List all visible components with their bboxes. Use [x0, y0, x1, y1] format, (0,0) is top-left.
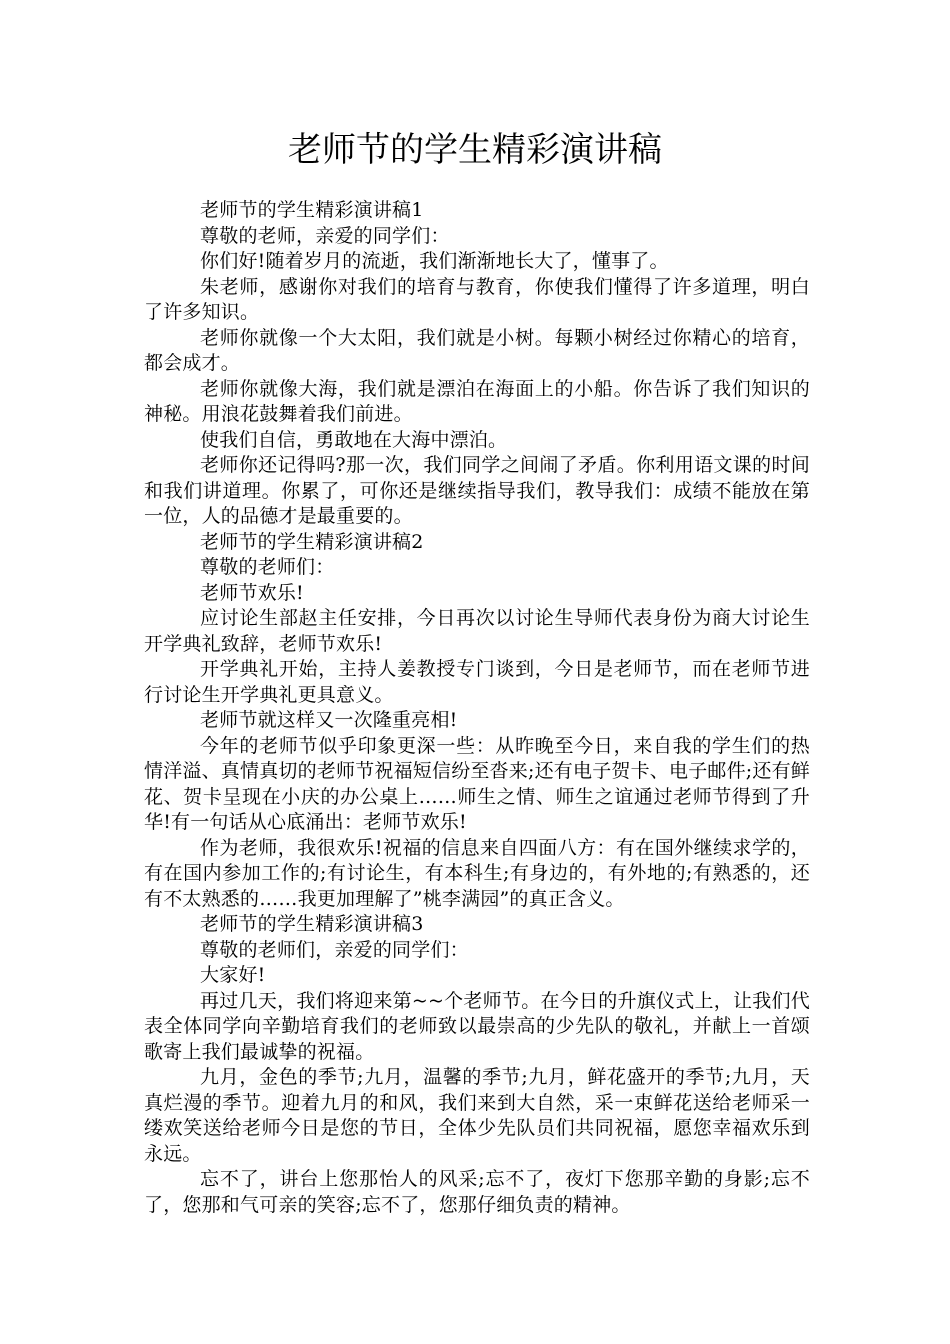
- paragraph: 你们好!随着岁月的流逝，我们渐渐地长大了，懂事了。: [200, 250, 669, 272]
- paragraph: 忘不了，讲台上您那怡人的风采;忘不了，夜灯下您那辛勤的身影;忘不了，您那和气可亲的笑容;忘不了，您那仔细负责的精神。: [144, 1168, 810, 1216]
- paragraph: 作为老师，我很欢乐!祝福的信息来自四面八方：有在国外继续求学的，有在国内参加工作的;有讨论生，有本科生;有身边的，有外地的;有熟悉的，还有不太熟悉的……我更加理解了”桃李满园”的真正含义。: [144, 836, 810, 910]
- paragraph: 老师节欢乐!: [200, 581, 304, 604]
- paragraph: 今年的老师节似乎印象更深一些：从昨晚至今日，来自我的学生们的热情洋溢、真情真切的老师节祝福短信纷至沓来;还有电子贺卡、电子邮件;还有鲜花、贺卡呈现在小庆的办公桌上……师生之情、师生之谊通过老师节得到了升华!有一句话从心底涌出：老师节欢乐!: [144, 734, 811, 833]
- paragraph: 尊敬的老师，亲爱的同学们：: [200, 224, 450, 247]
- paragraph: 再过几天，我们将迎来第~~个老师节。在今日的升旗仪式上，让我们代表全体同学向辛勤培育我们的老师致以最崇高的少先队的敬礼，并献上一首颂歌寄上我们最诚挚的祝福。: [144, 989, 810, 1063]
- paragraph: 大家好!: [200, 964, 266, 986]
- paragraph: 老师节的学生精彩演讲稿2: [200, 530, 424, 553]
- paragraph: 老师你就像大海，我们就是漂泊在海面上的小船。你告诉了我们知识的神秘。用浪花鼓舞着我们前进。: [144, 377, 810, 425]
- paragraph: 尊敬的老师们：: [200, 556, 335, 578]
- paragraph: 朱老师，感谢你对我们的培育与教育，你使我们懂得了许多道理，明白了许多知识。: [144, 275, 810, 323]
- document-body: [144, 198, 810, 1218]
- document-title: 老师节的学生精彩演讲稿: [288, 130, 662, 170]
- paragraph: 老师节就这样又一次隆重亮相!: [200, 709, 458, 731]
- paragraph: 老师你还记得吗?那一次，我们同学之间闹了矛盾。你利用语文课的时间和我们讲道理。你累了，可你还是继续指导我们，教导我们：成绩不能放在第一位，人的品德才是最重要的。: [144, 454, 810, 527]
- paragraph: 尊敬的老师们，亲爱的同学们：: [200, 938, 469, 961]
- paragraph: 老师你就像一个大太阳，我们就是小树。每颗小树经过你精心的培育，都会成才。: [144, 326, 810, 374]
- paragraph: 使我们自信，勇敢地在大海中漂泊。: [200, 428, 508, 451]
- paragraph: 应讨论生部赵主任安排，今日再次以讨论生导师代表身份为商大讨论生开学典礼致辞，老师节欢乐!: [144, 607, 810, 655]
- paragraph: 开学典礼开始，主持人姜教授专门谈到，今日是老师节，而在老师节进行讨论生开学典礼更具意义。: [144, 658, 810, 706]
- paragraph: 老师节的学生精彩演讲稿1: [200, 199, 424, 221]
- paragraph: 老师节的学生精彩演讲稿3: [200, 913, 424, 935]
- paragraph: 九月，金色的季节;九月，温馨的季节;九月，鲜花盛开的季节;九月，天真烂漫的季节。迎着九月的和风，我们来到大自然，采一束鲜花送给老师采一缕欢笑送给老师今日是您的节日，全体少先队员们共同祝福，愿您幸福欢乐到永远。: [144, 1066, 810, 1165]
